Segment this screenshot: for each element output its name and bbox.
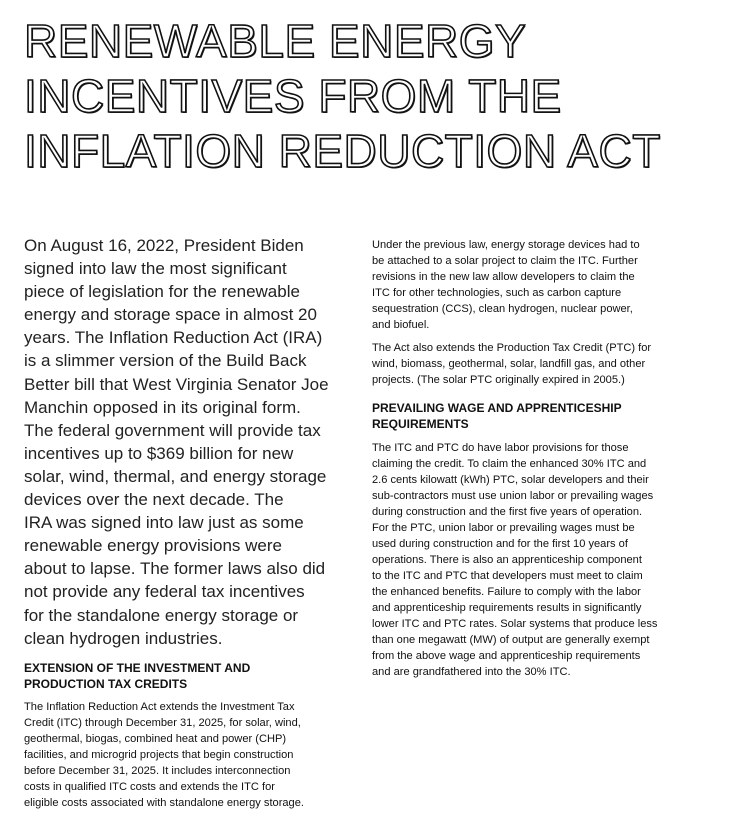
body-line: the enhanced benefits. Failure to comply with the labor (372, 586, 641, 598)
body-line: Under the previous law, energy storage devices had to (372, 239, 640, 251)
intro-line: Better bill that West Virginia Senator Joe (24, 374, 329, 394)
body-line: operations. There is also an apprenticeship component (372, 554, 642, 566)
intro-line: signed into law the most significant (24, 259, 287, 279)
body-line: The Inflation Reduction Act extends the Investment Tax (24, 700, 295, 713)
intro-paragraph (24, 234, 354, 650)
title-line: INFLATION REDUCTION ACT (24, 125, 661, 177)
title-line: INCENTIVES FROM THE (24, 70, 562, 122)
body-line: projects. (The solar PTC originally expired in 2005.) (372, 374, 625, 386)
body-line: sub-contractors must use union labor or prevailing wages (372, 490, 654, 502)
body-line: revisions in the new law allow developers to claim the (372, 271, 635, 283)
extension-paragraph (24, 699, 354, 811)
intro-line: clean hydrogen industries. (24, 628, 223, 648)
intro-line: IRA was signed into law just as some (24, 513, 304, 533)
body-line: be attached to a solar project to claim the ITC. Further (372, 255, 638, 267)
intro-line: for the standalone energy storage or (24, 605, 299, 625)
intro-line: not provide any federal tax incentives (24, 582, 305, 602)
body-line: than one megawatt (MW) of output are generally exempt (372, 634, 650, 646)
heading-line: PRODUCTION TAX CREDITS (24, 676, 188, 691)
intro-line: piece of legislation for the renewable (24, 282, 300, 302)
article-title (24, 14, 724, 179)
intro-line: Manchin opposed in its original form. (24, 397, 301, 417)
intro-line: solar, wind, thermal, and energy storage (24, 466, 327, 486)
body-line: and are grandfathered into the 30% ITC. (372, 666, 571, 678)
intro-line: renewable energy provisions were (24, 536, 282, 556)
body-line: to the ITC and PTC that developers must meet to claim (372, 570, 643, 582)
body-line: ITC for other technologies, such as carbon capture (372, 287, 622, 299)
body-line: 2.6 cents kilowatt (kWh) PTC, solar developers and their (372, 474, 649, 486)
body-line: sequestration (CCS), clean hydrogen, nuclear power, (372, 303, 633, 315)
intro-line: energy and storage space in almost 20 (24, 305, 317, 325)
body-line: Credit (ITC) through December 31, 2025, for solar, wind, (24, 716, 301, 729)
body-line: and biofuel. (372, 319, 430, 331)
body-line: For the PTC, union labor or prevailing wages must be (372, 522, 635, 534)
ptc-paragraph (372, 340, 706, 388)
heading-line: EXTENSION OF THE INVESTMENT AND (24, 660, 251, 675)
body-line: during construction and the first five years of operation. (372, 506, 643, 518)
body-line: used during construction and for the first 10 years of (372, 538, 628, 550)
intro-line: is a slimmer version of the Build Back (24, 351, 307, 371)
intro-line: incentives up to $369 billion for new (24, 443, 294, 463)
body-line: before December 31, 2025. It includes interconnection (24, 764, 291, 777)
heading-line: PREVAILING WAGE AND APPRENTICESHIP (372, 401, 622, 415)
intro-line: about to lapse. The former laws also did (24, 559, 326, 579)
storage-paragraph (372, 237, 706, 333)
body-line: costs in qualified ITC costs and extends the ITC for (24, 780, 275, 793)
extension-heading (24, 660, 354, 692)
title-line: RENEWABLE ENERGY (24, 15, 527, 67)
wage-paragraph (372, 440, 706, 680)
intro-line: On August 16, 2022, President Biden (24, 236, 304, 255)
body-line: eligible costs associated with standalone energy storage. (24, 796, 304, 809)
left-column (24, 234, 354, 811)
body-line: geothermal, biogas, combined heat and power (CHP) (24, 732, 287, 745)
heading-line: REQUIREMENTS (372, 417, 469, 431)
body-line: from the above wage and apprenticeship requirements (372, 650, 641, 662)
wage-heading (372, 400, 706, 432)
body-line: The ITC and PTC do have labor provisions for those (372, 442, 629, 454)
body-line: wind, biomass, geothermal, solar, landfill gas, and other (372, 358, 646, 370)
body-line: The Act also extends the Production Tax Credit (PTC) for (372, 342, 652, 354)
intro-line: devices over the next decade. The (24, 490, 284, 510)
body-line: and apprenticeship requirements results in significantly (372, 602, 642, 614)
body-line: lower ITC and PTC rates. Solar systems that produce less (372, 618, 658, 630)
intro-line: years. The Inflation Reduction Act (IRA) (24, 328, 323, 348)
intro-line: The federal government will provide tax (24, 420, 321, 440)
right-column (372, 237, 706, 680)
body-line: facilities, and microgrid projects that begin construction (24, 748, 294, 761)
body-line: claiming the credit. To claim the enhanced 30% ITC and (372, 458, 647, 470)
